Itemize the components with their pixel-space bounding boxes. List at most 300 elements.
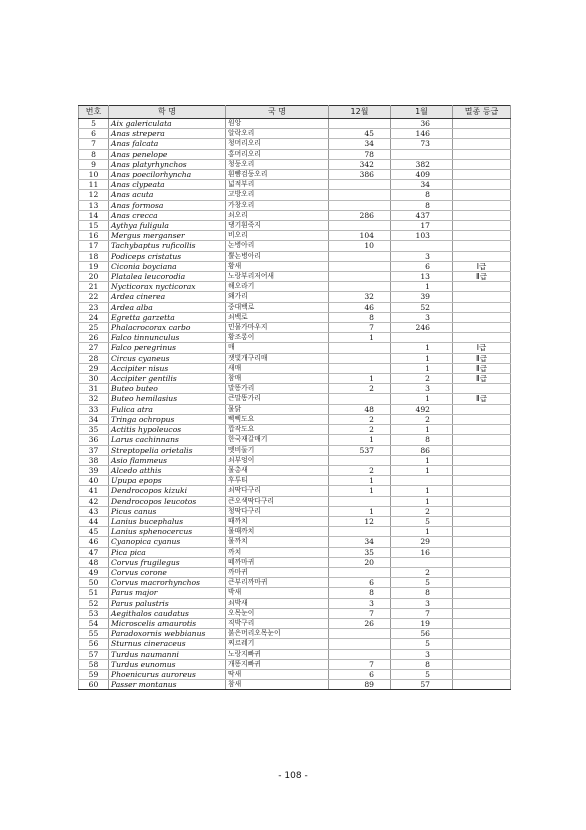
- cell-endangered-grade: [453, 455, 511, 465]
- cell-scientific-name: Ardea cinerea: [109, 292, 226, 302]
- table-row: [79, 272, 511, 282]
- cell-december-count: [329, 159, 391, 169]
- cell-december-count: [329, 669, 391, 679]
- cell-number: 23: [79, 302, 109, 312]
- cell-number: 11: [79, 180, 109, 190]
- cell-january-count: [391, 567, 453, 577]
- cell-january-count: [391, 537, 453, 547]
- cell-scientific-name: Aix galericulata: [109, 119, 226, 129]
- table-row: [79, 537, 511, 547]
- cell-january-count-value: 1: [425, 465, 430, 475]
- cell-january-count: [391, 425, 453, 435]
- cell-endangered-grade: [453, 200, 511, 210]
- cell-korean-name: 새매: [226, 363, 329, 373]
- cell-endangered-grade: [453, 312, 511, 322]
- cell-endangered-grade: [453, 639, 511, 649]
- table-row: [79, 486, 511, 496]
- cell-december-count: [329, 414, 391, 424]
- cell-scientific-name: Anas crecca: [109, 210, 226, 220]
- cell-korean-name: 흰뺨검둥오리: [226, 170, 329, 180]
- cell-scientific-name: Platalea leucorodia: [109, 272, 226, 282]
- cell-number: 58: [79, 659, 109, 669]
- cell-scientific-name: Accipiter gentilis: [109, 374, 226, 384]
- cell-january-count-value: 5: [425, 578, 430, 588]
- cell-endangered-grade: [453, 384, 511, 394]
- cell-number: 15: [79, 221, 109, 231]
- cell-korean-name: 깝작도요: [226, 425, 329, 435]
- cell-number: 59: [79, 669, 109, 679]
- cell-korean-name: 오목눈이: [226, 608, 329, 618]
- cell-endangered-grade: [453, 435, 511, 445]
- cell-scientific-name: Larus cachinnans: [109, 435, 226, 445]
- cell-december-count-value: 34: [364, 537, 374, 547]
- cell-endangered-grade: Ⅱ급: [453, 394, 511, 404]
- table-row: [79, 496, 511, 506]
- cell-january-count-value: 246: [415, 323, 430, 333]
- cell-december-count: [329, 639, 391, 649]
- cell-december-count: [329, 210, 391, 220]
- cell-january-count-value: 3: [425, 312, 430, 322]
- cell-scientific-name: Sturnus cineraceus: [109, 639, 226, 649]
- cell-january-count-value: 8: [425, 588, 430, 598]
- table-row: [79, 425, 511, 435]
- cell-scientific-name: Accipiter nisus: [109, 363, 226, 373]
- cell-december-count-value: 537: [359, 445, 374, 455]
- cell-january-count-value: 17: [420, 221, 430, 231]
- cell-number: 55: [79, 629, 109, 639]
- cell-korean-name: 물닭: [226, 404, 329, 414]
- cell-december-count-value: 1: [369, 333, 374, 343]
- cell-december-count: [329, 353, 391, 363]
- cell-january-count-value: 13: [420, 272, 430, 282]
- cell-scientific-name: Parus major: [109, 588, 226, 598]
- cell-december-count: [329, 537, 391, 547]
- cell-january-count: [391, 129, 453, 139]
- cell-december-count: [329, 506, 391, 516]
- cell-number: 43: [79, 506, 109, 516]
- table-row: [79, 363, 511, 373]
- table-row: [79, 282, 511, 292]
- cell-january-count: [391, 180, 453, 190]
- cell-scientific-name: Buteo buteo: [109, 384, 226, 394]
- species-table: [78, 105, 511, 690]
- cell-january-count: [391, 159, 453, 169]
- cell-december-count: [329, 149, 391, 159]
- cell-december-count-value: 342: [359, 159, 374, 169]
- cell-december-count: [329, 241, 391, 251]
- cell-number: 46: [79, 537, 109, 547]
- cell-number: 13: [79, 200, 109, 210]
- cell-december-count: [329, 496, 391, 506]
- cell-january-count: [391, 231, 453, 241]
- cell-january-count: [391, 404, 453, 414]
- cell-december-count: [329, 476, 391, 486]
- cell-korean-name: 찌르레기: [226, 639, 329, 649]
- cell-scientific-name: Anas strepera: [109, 129, 226, 139]
- table-row: [79, 629, 511, 639]
- cell-scientific-name: Turdus naumanni: [109, 649, 226, 659]
- cell-korean-name: 후투티: [226, 476, 329, 486]
- cell-korean-name: 뿔논병아리: [226, 251, 329, 261]
- cell-number: 29: [79, 363, 109, 373]
- cell-korean-name: 해오라기: [226, 282, 329, 292]
- cell-january-count: [391, 669, 453, 679]
- cell-korean-name: 박새: [226, 588, 329, 598]
- table-row: [79, 414, 511, 424]
- cell-december-count: [329, 384, 391, 394]
- cell-endangered-grade: Ⅱ급: [453, 363, 511, 373]
- cell-january-count: [391, 455, 453, 465]
- cell-endangered-grade: Ⅱ급: [453, 272, 511, 282]
- cell-endangered-grade: [453, 210, 511, 220]
- cell-number: 17: [79, 241, 109, 251]
- cell-endangered-grade: [453, 516, 511, 526]
- cell-korean-name: 멧비둘기: [226, 445, 329, 455]
- cell-december-count: [329, 598, 391, 608]
- cell-december-count: [329, 302, 391, 312]
- cell-january-count: [391, 557, 453, 567]
- cell-number: 27: [79, 343, 109, 353]
- table-row: [79, 200, 511, 210]
- cell-january-count-value: 8: [425, 190, 430, 200]
- cell-endangered-grade: Ⅰ급: [453, 261, 511, 271]
- cell-december-count: [329, 343, 391, 353]
- cell-december-count-value: 46: [364, 302, 374, 312]
- cell-endangered-grade: [453, 251, 511, 261]
- cell-korean-name: 고방오리: [226, 190, 329, 200]
- cell-korean-name: 논병아리: [226, 241, 329, 251]
- cell-scientific-name: Anas clypeata: [109, 180, 226, 190]
- cell-number: 54: [79, 618, 109, 628]
- cell-january-count: [391, 374, 453, 384]
- cell-number: 41: [79, 486, 109, 496]
- cell-korean-name: 알락오리: [226, 129, 329, 139]
- cell-korean-name: 잿빛개구리매: [226, 353, 329, 363]
- cell-number: 33: [79, 404, 109, 414]
- cell-january-count: [391, 190, 453, 200]
- cell-january-count-value: 1: [425, 353, 430, 363]
- cell-number: 56: [79, 639, 109, 649]
- cell-january-count: [391, 119, 453, 129]
- cell-january-count: [391, 598, 453, 608]
- cell-december-count: [329, 465, 391, 475]
- cell-number: 20: [79, 272, 109, 282]
- cell-number: 42: [79, 496, 109, 506]
- cell-korean-name: 댕기흰죽지: [226, 221, 329, 231]
- table-row: [79, 455, 511, 465]
- cell-korean-name: 물까치: [226, 537, 329, 547]
- cell-korean-name: 청둥오리: [226, 159, 329, 169]
- cell-scientific-name: Streptopelia orietalis: [109, 445, 226, 455]
- cell-scientific-name: Anas penelope: [109, 149, 226, 159]
- cell-scientific-name: Circus cyaneus: [109, 353, 226, 363]
- cell-december-count-value: 35: [364, 547, 374, 557]
- cell-january-count: [391, 139, 453, 149]
- cell-endangered-grade: [453, 241, 511, 251]
- cell-january-count-value: 8: [425, 659, 430, 669]
- cell-january-count: [391, 363, 453, 373]
- cell-endangered-grade: [453, 567, 511, 577]
- cell-endangered-grade: [453, 598, 511, 608]
- cell-endangered-grade: [453, 119, 511, 129]
- cell-january-count-value: 29: [420, 537, 430, 547]
- cell-scientific-name: Alcedo atthis: [109, 465, 226, 475]
- cell-january-count-value: 5: [425, 516, 430, 526]
- cell-scientific-name: Nycticorax nycticorax: [109, 282, 226, 292]
- cell-korean-name: 딱새: [226, 669, 329, 679]
- cell-endangered-grade: [453, 629, 511, 639]
- cell-endangered-grade: [453, 669, 511, 679]
- table-row: [79, 598, 511, 608]
- cell-january-count: [391, 629, 453, 639]
- cell-january-count-value: 73: [420, 139, 430, 149]
- cell-december-count-value: 89: [364, 680, 374, 690]
- cell-december-count: [329, 282, 391, 292]
- cell-endangered-grade: [453, 425, 511, 435]
- cell-endangered-grade: [453, 221, 511, 231]
- cell-number: 49: [79, 567, 109, 577]
- table-row: [79, 618, 511, 628]
- cell-january-count: [391, 282, 453, 292]
- cell-korean-name: 말똥가리: [226, 384, 329, 394]
- cell-december-count-value: 8: [369, 588, 374, 598]
- table-row: [79, 231, 511, 241]
- cell-endangered-grade: [453, 414, 511, 424]
- cell-december-count-value: 2: [369, 384, 374, 394]
- cell-endangered-grade: [453, 302, 511, 312]
- cell-january-count-value: 1: [425, 527, 430, 537]
- cell-korean-name: 황조롱이: [226, 333, 329, 343]
- cell-scientific-name: Lanius sphenocercus: [109, 527, 226, 537]
- table-row: [79, 578, 511, 588]
- cell-january-count-value: 409: [415, 170, 430, 180]
- cell-korean-name: 쇠박새: [226, 598, 329, 608]
- cell-korean-name: 붉은머리오목눈이: [226, 629, 329, 639]
- cell-korean-name: 개똥지빠귀: [226, 659, 329, 669]
- cell-endangered-grade: [453, 680, 511, 690]
- table-row: [79, 343, 511, 353]
- cell-january-count: [391, 496, 453, 506]
- table-row: [79, 527, 511, 537]
- cell-january-count-value: 56: [420, 629, 430, 639]
- cell-january-count: [391, 486, 453, 496]
- cell-january-count: [391, 261, 453, 271]
- cell-january-count-value: 16: [420, 547, 430, 557]
- cell-december-count: [329, 333, 391, 343]
- cell-december-count: [329, 445, 391, 455]
- cell-korean-name: 넓적부리: [226, 180, 329, 190]
- cell-december-count-value: 6: [369, 578, 374, 588]
- table-row: [79, 119, 511, 129]
- cell-endangered-grade: [453, 445, 511, 455]
- cell-endangered-grade: [453, 496, 511, 506]
- cell-scientific-name: Corvus macrorhynchos: [109, 578, 226, 588]
- cell-december-count: [329, 323, 391, 333]
- cell-scientific-name: Fulica atra: [109, 404, 226, 414]
- cell-december-count: [329, 516, 391, 526]
- cell-scientific-name: Anas acuta: [109, 190, 226, 200]
- cell-january-count-value: 1: [425, 363, 430, 373]
- cell-january-count: [391, 506, 453, 516]
- cell-december-count-value: 104: [359, 231, 374, 241]
- cell-december-count-value: 1: [369, 506, 374, 516]
- cell-january-count: [391, 547, 453, 557]
- cell-december-count: [329, 455, 391, 465]
- cell-december-count-value: 12: [364, 516, 374, 526]
- cell-december-count: [329, 557, 391, 567]
- header-endangered-grade: 멸종 등급: [453, 106, 511, 119]
- cell-number: 38: [79, 455, 109, 465]
- header-december: 12월: [329, 106, 391, 119]
- cell-endangered-grade: [453, 159, 511, 169]
- table-row: [79, 180, 511, 190]
- cell-december-count-value: 286: [359, 210, 374, 220]
- cell-january-count-value: 2: [425, 374, 430, 384]
- cell-endangered-grade: [453, 557, 511, 567]
- cell-korean-name: 중대백로: [226, 302, 329, 312]
- cell-december-count: [329, 567, 391, 577]
- cell-january-count: [391, 210, 453, 220]
- cell-december-count: [329, 292, 391, 302]
- cell-korean-name: 매: [226, 343, 329, 353]
- cell-korean-name: 참새: [226, 680, 329, 690]
- cell-scientific-name: Ciconia boyciana: [109, 261, 226, 271]
- table-row: [79, 649, 511, 659]
- cell-scientific-name: Falco tinnunculus: [109, 333, 226, 343]
- cell-january-count: [391, 353, 453, 363]
- cell-december-count: [329, 261, 391, 271]
- cell-december-count: [329, 190, 391, 200]
- table-row: [79, 465, 511, 475]
- table-row: [79, 680, 511, 690]
- cell-number: 24: [79, 312, 109, 322]
- cell-number: 18: [79, 251, 109, 261]
- cell-scientific-name: Turdus eunomus: [109, 659, 226, 669]
- cell-january-count: [391, 445, 453, 455]
- table-row: [79, 221, 511, 231]
- cell-endangered-grade: [453, 170, 511, 180]
- cell-number: 22: [79, 292, 109, 302]
- cell-scientific-name: Aythya fuligula: [109, 221, 226, 231]
- cell-january-count: [391, 588, 453, 598]
- cell-december-count: [329, 404, 391, 414]
- cell-january-count: [391, 435, 453, 445]
- cell-number: 50: [79, 578, 109, 588]
- cell-number: 52: [79, 598, 109, 608]
- cell-korean-name: 참매: [226, 374, 329, 384]
- cell-january-count: [391, 241, 453, 251]
- cell-january-count: [391, 302, 453, 312]
- cell-january-count-value: 103: [415, 231, 430, 241]
- cell-scientific-name: Anas platyrhynchos: [109, 159, 226, 169]
- cell-endangered-grade: [453, 547, 511, 557]
- cell-scientific-name: Anas falcata: [109, 139, 226, 149]
- cell-number: 51: [79, 588, 109, 598]
- cell-number: 57: [79, 649, 109, 659]
- cell-january-count-value: 146: [415, 129, 430, 139]
- cell-december-count: [329, 272, 391, 282]
- table-row: [79, 608, 511, 618]
- cell-january-count: [391, 272, 453, 282]
- cell-number: 16: [79, 231, 109, 241]
- cell-december-count: [329, 221, 391, 231]
- cell-number: 6: [79, 129, 109, 139]
- cell-scientific-name: Corvus corone: [109, 567, 226, 577]
- cell-scientific-name: Dendrocopos kizuki: [109, 486, 226, 496]
- cell-endangered-grade: [453, 323, 511, 333]
- table-row: [79, 292, 511, 302]
- cell-endangered-grade: [453, 180, 511, 190]
- table-row: [79, 302, 511, 312]
- cell-january-count: [391, 639, 453, 649]
- cell-december-count: [329, 618, 391, 628]
- cell-korean-name: 청딱다구리: [226, 506, 329, 516]
- table-row: [79, 353, 511, 363]
- cell-january-count: [391, 476, 453, 486]
- table-row: [79, 190, 511, 200]
- cell-january-count: [391, 343, 453, 353]
- table-row: [79, 506, 511, 516]
- cell-number: 5: [79, 119, 109, 129]
- cell-december-count: [329, 119, 391, 129]
- cell-january-count: [391, 384, 453, 394]
- cell-january-count: [391, 680, 453, 690]
- cell-endangered-grade: [453, 506, 511, 516]
- cell-january-count-value: 34: [420, 180, 430, 190]
- cell-december-count: [329, 312, 391, 322]
- table-row: [79, 639, 511, 649]
- cell-december-count: [329, 649, 391, 659]
- cell-january-count: [391, 649, 453, 659]
- table-row: [79, 557, 511, 567]
- cell-scientific-name: Aegithalos caudatus: [109, 608, 226, 618]
- cell-endangered-grade: [453, 527, 511, 537]
- table-row: [79, 547, 511, 557]
- cell-january-count: [391, 333, 453, 343]
- cell-scientific-name: Podiceps cristatus: [109, 251, 226, 261]
- cell-december-count-value: 1: [369, 435, 374, 445]
- cell-number: 39: [79, 465, 109, 475]
- header-korean-name: 국 명: [226, 106, 329, 119]
- cell-korean-name: 쇠오리: [226, 210, 329, 220]
- cell-endangered-grade: [453, 292, 511, 302]
- cell-scientific-name: Cyanopica cyanus: [109, 537, 226, 547]
- cell-number: 40: [79, 476, 109, 486]
- cell-december-count: [329, 180, 391, 190]
- cell-korean-name: 큰말똥가리: [226, 394, 329, 404]
- cell-january-count: [391, 312, 453, 322]
- cell-scientific-name: Paradoxornis webbianus: [109, 629, 226, 639]
- cell-december-count-value: 7: [369, 608, 374, 618]
- cell-number: 7: [79, 139, 109, 149]
- cell-scientific-name: Phoenicurus auroreus: [109, 669, 226, 679]
- cell-december-count-value: 2: [369, 425, 374, 435]
- cell-korean-name: 큰오색딱다구리: [226, 496, 329, 506]
- cell-number: 37: [79, 445, 109, 455]
- cell-korean-name: 물때까치: [226, 527, 329, 537]
- cell-korean-name: 왜가리: [226, 292, 329, 302]
- cell-december-count: [329, 231, 391, 241]
- cell-december-count-value: 7: [369, 323, 374, 333]
- table-row: [79, 445, 511, 455]
- cell-scientific-name: Anas formosa: [109, 200, 226, 210]
- cell-january-count-value: 2: [425, 567, 430, 577]
- table-row: [79, 159, 511, 169]
- cell-january-count: [391, 608, 453, 618]
- cell-january-count-value: 3: [425, 649, 430, 659]
- cell-december-count-value: 78: [364, 149, 374, 159]
- table-row: [79, 251, 511, 261]
